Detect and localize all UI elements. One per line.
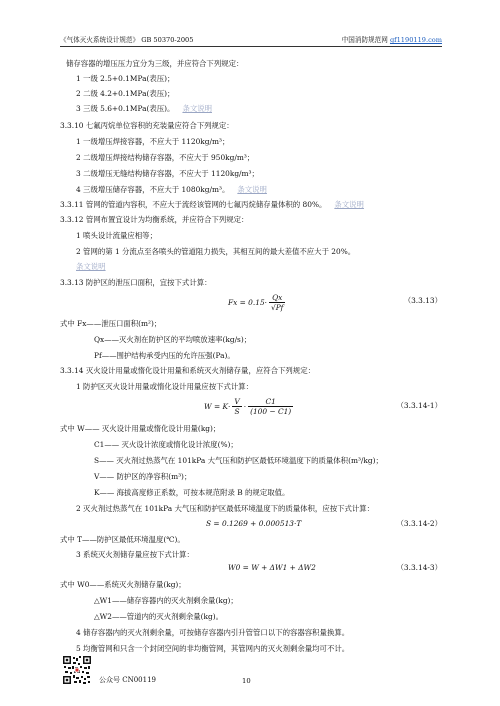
text-line (76, 137, 229, 146)
eq3-number: （3.3.14-2） (396, 519, 442, 528)
text-line (60, 424, 220, 433)
line-text: 4 储存容器内的灭火剂剩余量，可按储存容器内引升管管口以下的容器容积量换算。 (76, 628, 350, 637)
text-line (60, 121, 234, 130)
text-line (94, 456, 383, 465)
line-text: 2 二级增压焊接结构储存容器，不应大于 950kg/m³； (76, 153, 255, 162)
line-text: 2 二级 4.2+0.1MPa(表压)； (76, 89, 175, 98)
line-text: 3.3.12 管网布置宜设计为均衡系统，并应符合下列规定： (60, 215, 249, 224)
text-line (94, 440, 238, 449)
line-text: 1 一级增压焊接容器，不应大于 1120kg/m³； (76, 137, 230, 146)
eq2-lhs: W = K· (204, 401, 231, 411)
text-line (60, 278, 212, 287)
line-text: 1 喷头设计流量应相等； (76, 231, 157, 240)
equation-3-3-14-1 (200, 394, 442, 416)
eq1-lhs: Fx = 0.15· (228, 297, 267, 307)
line-text: 式中 Fx——泄压口面积(m²)； (60, 319, 162, 328)
eq2-num1: V (234, 397, 240, 406)
text-line (76, 104, 212, 113)
eq3-body: S = 0.1269 + 0.000513·T (206, 519, 302, 528)
text-line (94, 472, 191, 481)
line-text: 式中 W—— 灭火设计用量或惰化设计用量(kg)； (60, 424, 221, 433)
line-text: 4 三级增压储存容器，不应大于 1080kg/m³。 (76, 185, 230, 194)
eq2-den2: (100 − C1) (250, 407, 292, 417)
equation-3-3-14-3 (220, 563, 442, 575)
line-text: 3.3.10 七氟丙烷单位容积的充装量应符合下列规定： (60, 121, 234, 130)
text-line (76, 644, 349, 653)
line-text: S—— 灭火剂过热蒸气在 101kPa 大气压和防护区最低环境温度下的质量体积(m³/kg)； (94, 456, 383, 465)
footer-account: 公众号 CN00119 (99, 676, 156, 684)
text-line (76, 504, 374, 513)
eq4-body: W0 = W + ΔW1 + ΔW2 (228, 563, 316, 572)
eq1-num: Qx (269, 293, 285, 303)
eq1-den: √Pf (271, 303, 284, 313)
text-line (76, 628, 349, 637)
eq1-number: （3.3.13） (403, 296, 442, 305)
line-text: 5 均衡管网和只含一个封闭空间的非均衡管网，其管网内的灭火剂剩余量均可不计。 (76, 644, 350, 653)
line-text: 3.3.14 灭火设计用量或惰化设计用量和系统灭火剂储存量，应符合下列规定： (60, 366, 315, 375)
equation-3-3-13 (220, 290, 442, 313)
header-title: 《气体灭火系统设计规范》 GB 50370-2005 (60, 36, 194, 44)
line-text: 3 系统灭火剂储存量应按下式计算： (76, 550, 194, 559)
text-line (76, 231, 157, 240)
article-explanation-link[interactable]: 条文说明 (237, 185, 267, 194)
text-line (94, 612, 223, 621)
line-text: 3 三级 5.6+0.1MPa(表压)。 (76, 104, 175, 113)
text-line (60, 366, 315, 375)
eq2-den1: S (234, 407, 240, 417)
line-text: 式中 W0——系统灭火剂储存量(kg)； (60, 580, 186, 589)
header-site-name: 中国消防规范网 (341, 36, 390, 44)
text-line (60, 215, 248, 224)
eq2-number: （3.3.14-1） (396, 401, 442, 410)
line-text: Qx——灭火剂在防护区的平均喷放速率(kg/s)； (94, 335, 252, 344)
text-line (76, 185, 267, 194)
line-text: △W1——储存容器内的灭火剂剩余量(kg)； (94, 596, 238, 605)
line-text: 1 防护区灭火设计用量或惰化设计用量应按下式计算： (76, 382, 254, 391)
eq2-num2: C1 (248, 397, 293, 407)
line-text: V—— 防护区的净容积(m³)； (94, 472, 192, 481)
line-text: △W2——管道内的灭火剂剩余量(kg)。 (94, 612, 224, 621)
page-number: 10 (242, 677, 251, 685)
text-line (60, 535, 185, 544)
article-explanation-link[interactable]: 条文说明 (182, 104, 213, 113)
text-line (76, 247, 355, 256)
article-explanation-link[interactable]: 条文说明 (76, 262, 106, 271)
line-text: 储存容器的增压压力宜分为三级，并应符合下列规定： (66, 59, 244, 68)
text-line (76, 169, 259, 178)
line-text: 2 管网的第 1 分流点至各喷头的管道阻力损失，其相互间的最大差值不应大于 20%。 (76, 247, 356, 256)
line-text: 3 二级增压无缝结构储存容器，不应大于 1120kg/m³； (76, 169, 259, 178)
text-line (60, 580, 186, 589)
line-text: 2 灭火剂过热蒸气在 101kPa 大气压和防护区最低环境温度下的质量体积，应按下式计算： (76, 504, 375, 513)
text-line (94, 351, 235, 360)
line-text: C1—— 灭火设计浓度或惰化设计浓度(%)； (94, 440, 238, 449)
line-text: K—— 海拔高度修正系数，可按本规范附录 B 的规定取值。 (94, 488, 290, 497)
text-line (76, 550, 194, 559)
line-text: 3.3.11 管网的管道内容积，不应大于流经该管网的七氟丙烷储存量体积的 80%。 (60, 200, 327, 209)
eq4-number: （3.3.14-3） (396, 563, 442, 572)
equation-3-3-14-2 (190, 519, 442, 531)
text-line (76, 89, 174, 98)
line-text: 3.3.13 防护区的泄压口面积，宜按下式计算： (60, 278, 212, 287)
text-line (94, 596, 238, 605)
text-line (76, 382, 253, 391)
text-line (76, 262, 106, 271)
header-site-link[interactable]: gf1190119.com (389, 36, 442, 44)
text-line (76, 153, 254, 162)
article-explanation-link[interactable]: 条文说明 (334, 200, 364, 209)
line-text: 式中 T——防护区最低环境温度(℃)。 (60, 535, 185, 544)
qr-code-icon (62, 655, 92, 685)
line-text: 1 一级 2.5+0.1MPa(表压)； (76, 74, 175, 83)
text-line (76, 74, 174, 83)
text-line (60, 200, 364, 209)
text-line (94, 335, 251, 344)
text-line (60, 319, 161, 328)
eq2-mid: · (243, 401, 247, 411)
text-line (66, 59, 243, 68)
line-text: Pf——围护结构承受内压的允许压强(Pa)。 (94, 351, 235, 360)
text-line (94, 488, 289, 497)
